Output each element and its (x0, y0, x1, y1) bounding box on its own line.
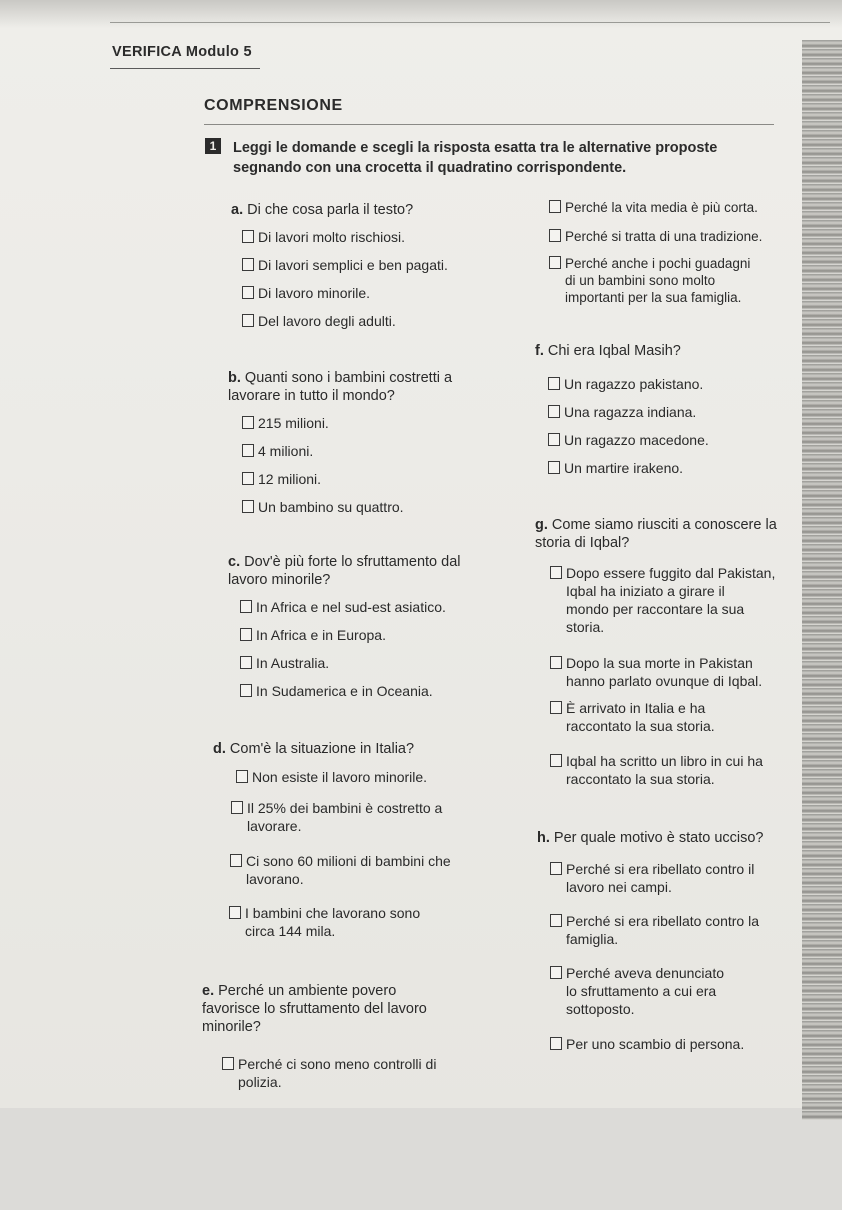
option-a-1[interactable]: Di lavori molto rischiosi. (242, 228, 528, 246)
option-e-4[interactable]: Perché anche i pochi guadagni di un bambini sono molto importanti per la sua famiglia. (549, 255, 815, 306)
header-underline (110, 68, 260, 69)
question-f: f. Chi era Iqbal Masih? (535, 343, 681, 359)
exercise-number-badge: 1 (205, 138, 221, 154)
question-d: d. Com'è la situazione in Italia? (213, 741, 415, 757)
option-d-4[interactable]: I bambini che lavorano sono circa 144 mila. (229, 904, 535, 940)
checkbox[interactable] (242, 444, 254, 457)
option-f-4[interactable]: Un martire irakeno. (548, 459, 814, 477)
question-g: g. Come siamo riusciti a conoscere la storia di Iqbal? (535, 517, 777, 551)
question-h: h. Per quale motivo è stato ucciso? (537, 830, 764, 846)
section-title: COMPRENSIONE (204, 97, 343, 114)
checkbox[interactable] (550, 966, 562, 979)
background-surface (0, 1108, 842, 1210)
option-h-3[interactable]: Perché aveva denunciato lo sfruttamento a cui era sottoposto. (550, 964, 826, 1018)
checkbox[interactable] (242, 500, 254, 513)
option-a-2[interactable]: Di lavori semplici e ben pagati. (242, 256, 528, 274)
checkbox[interactable] (230, 854, 242, 867)
option-b-4[interactable]: Un bambino su quattro. (242, 498, 528, 516)
checkbox[interactable] (240, 628, 252, 641)
option-g-4[interactable]: Iqbal ha scritto un libro in cui ha raccontato la sua storia. (550, 752, 826, 788)
checkbox[interactable] (549, 229, 561, 242)
checkbox[interactable] (242, 230, 254, 243)
checkbox[interactable] (231, 801, 243, 814)
exercise-instruction: Leggi le domande e scegli la risposta esatta tra le alternative proposte segnando con una crocetta il quadratino corrispondente. (233, 140, 718, 176)
checkbox[interactable] (229, 906, 241, 919)
option-c-1[interactable]: In Africa e nel sud-est asiatico. (240, 598, 536, 616)
page-header-title: VERIFICA Modulo 5 (112, 44, 252, 60)
option-b-2[interactable]: 4 milioni. (242, 442, 528, 460)
section-divider (204, 124, 774, 125)
checkbox[interactable] (240, 656, 252, 669)
option-g-3[interactable]: È arrivato in Italia e ha raccontato la sua storia. (550, 699, 826, 735)
top-divider (110, 22, 830, 23)
option-d-2[interactable]: Il 25% dei bambini è costretto a lavorare. (231, 799, 532, 835)
option-e-2[interactable]: Perché la vita media è più corta. (549, 199, 815, 217)
checkbox[interactable] (240, 600, 252, 613)
option-c-2[interactable]: In Africa e in Europa. (240, 626, 536, 644)
question-b: b. Quanti sono i bambini costretti a lavorare in tutto il mondo? (228, 370, 453, 404)
option-h-2[interactable]: Perché si era ribellato contro la famiglia. (550, 912, 826, 948)
checkbox[interactable] (222, 1057, 234, 1070)
checkbox[interactable] (240, 684, 252, 697)
question-e: e. Perché un ambiente povero favorisce lo sfruttamento del lavoro minorile? (202, 983, 427, 1035)
checkbox[interactable] (550, 656, 562, 669)
checkbox[interactable] (242, 416, 254, 429)
checkbox[interactable] (549, 256, 561, 269)
checkbox[interactable] (548, 405, 560, 418)
option-b-3[interactable]: 12 milioni. (242, 470, 528, 488)
question-c: c. Dov'è più forte lo sfruttamento dal lavoro minorile? (228, 554, 461, 588)
option-f-3[interactable]: Un ragazzo macedone. (548, 431, 814, 449)
option-f-1[interactable]: Un ragazzo pakistano. (548, 375, 814, 393)
checkbox[interactable] (550, 701, 562, 714)
checkbox[interactable] (236, 770, 248, 783)
option-g-1[interactable]: Dopo essere fuggito dal Pakistan, Iqbal ha iniziato a girare il mondo per raccontare la sua storia. (550, 564, 826, 636)
checkbox[interactable] (242, 314, 254, 327)
checkbox[interactable] (550, 862, 562, 875)
checkbox[interactable] (242, 258, 254, 271)
checkbox[interactable] (549, 200, 561, 213)
option-c-4[interactable]: In Sudamerica e in Oceania. (240, 682, 536, 700)
checkbox[interactable] (548, 433, 560, 446)
option-d-1[interactable]: Non esiste il lavoro minorile. (236, 768, 532, 786)
checkbox[interactable] (550, 1037, 562, 1050)
page-shadow (0, 0, 842, 28)
checkbox[interactable] (242, 286, 254, 299)
checkbox[interactable] (550, 914, 562, 927)
option-h-1[interactable]: Perché si era ribellato contro il lavoro nei campi. (550, 860, 826, 896)
option-g-2[interactable]: Dopo la sua morte in Pakistan hanno parlato ovunque di Iqbal. (550, 654, 826, 690)
checkbox[interactable] (548, 377, 560, 390)
checkbox[interactable] (550, 566, 562, 579)
question-a: a. Di che cosa parla il testo? (231, 202, 414, 218)
checkbox[interactable] (550, 754, 562, 767)
option-h-4[interactable]: Per uno scambio di persona. (550, 1035, 826, 1053)
checkbox[interactable] (242, 472, 254, 485)
option-a-3[interactable]: Di lavoro minorile. (242, 284, 528, 302)
option-c-3[interactable]: In Australia. (240, 654, 536, 672)
option-a-4[interactable]: Del lavoro degli adulti. (242, 312, 528, 330)
checkbox[interactable] (548, 461, 560, 474)
option-f-2[interactable]: Una ragazza indiana. (548, 403, 814, 421)
option-d-3[interactable]: Ci sono 60 milioni di bambini che lavorano. (230, 852, 536, 888)
option-e-1[interactable]: Perché ci sono meno controlli di polizia. (222, 1055, 528, 1091)
option-b-1[interactable]: 215 milioni. (242, 414, 528, 432)
option-e-3[interactable]: Perché si tratta di una tradizione. (549, 228, 815, 246)
